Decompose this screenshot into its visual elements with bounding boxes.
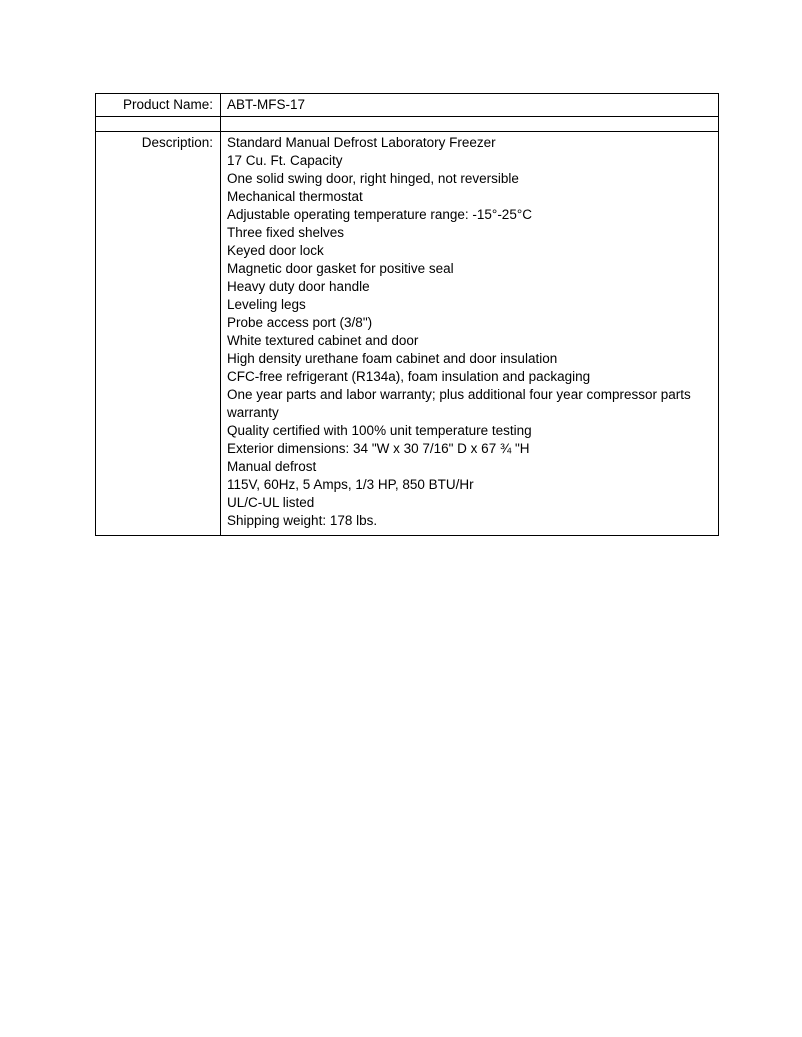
- description-line: Adjustable operating temperature range: -15°-25°C: [227, 207, 532, 222]
- description-line: Magnetic door gasket for positive seal: [227, 261, 454, 276]
- description-line: Shipping weight: 178 lbs.: [227, 513, 378, 528]
- description-line: Keyed door lock: [227, 243, 324, 258]
- spacer-label-cell: [96, 117, 221, 132]
- description-line: One solid swing door, right hinged, not reversible: [227, 171, 519, 186]
- product-spec-table: [95, 93, 719, 536]
- description-line: Heavy duty door handle: [227, 279, 370, 294]
- description-line: Manual defrost: [227, 459, 317, 474]
- description-line: UL/C-UL listed: [227, 495, 315, 510]
- description-line: Probe access port (3/8"): [227, 315, 373, 330]
- description-line: Leveling legs: [227, 297, 306, 312]
- spacer-value-cell: [221, 117, 719, 132]
- product-name-label: Product Name:: [96, 94, 221, 117]
- spacer-row: [96, 117, 719, 132]
- description-line: Standard Manual Defrost Laboratory Freezer: [227, 135, 496, 150]
- description-line: One year parts and labor warranty; plus additional four year compressor parts warranty: [227, 387, 691, 420]
- description-line: Three fixed shelves: [227, 225, 345, 240]
- description-line: Mechanical thermostat: [227, 189, 363, 204]
- description-label: Description:: [96, 132, 221, 536]
- product-name-row: [96, 94, 719, 117]
- description-line: CFC-free refrigerant (R134a), foam insulation and packaging: [227, 369, 591, 384]
- product-name-value: ABT-MFS-17: [221, 94, 719, 117]
- description-line: Quality certified with 100% unit temperature testing: [227, 423, 532, 438]
- description-line: Exterior dimensions: 34 "W x 30 7/16" D x 67 ¾ "H: [227, 441, 530, 456]
- description-line: White textured cabinet and door: [227, 333, 419, 348]
- description-line: High density urethane foam cabinet and door insulation: [227, 351, 558, 366]
- description-value: [221, 132, 719, 536]
- description-line: 115V, 60Hz, 5 Amps, 1/3 HP, 850 BTU/Hr: [227, 477, 474, 492]
- description-line: 17 Cu. Ft. Capacity: [227, 153, 343, 168]
- description-row: [96, 132, 719, 536]
